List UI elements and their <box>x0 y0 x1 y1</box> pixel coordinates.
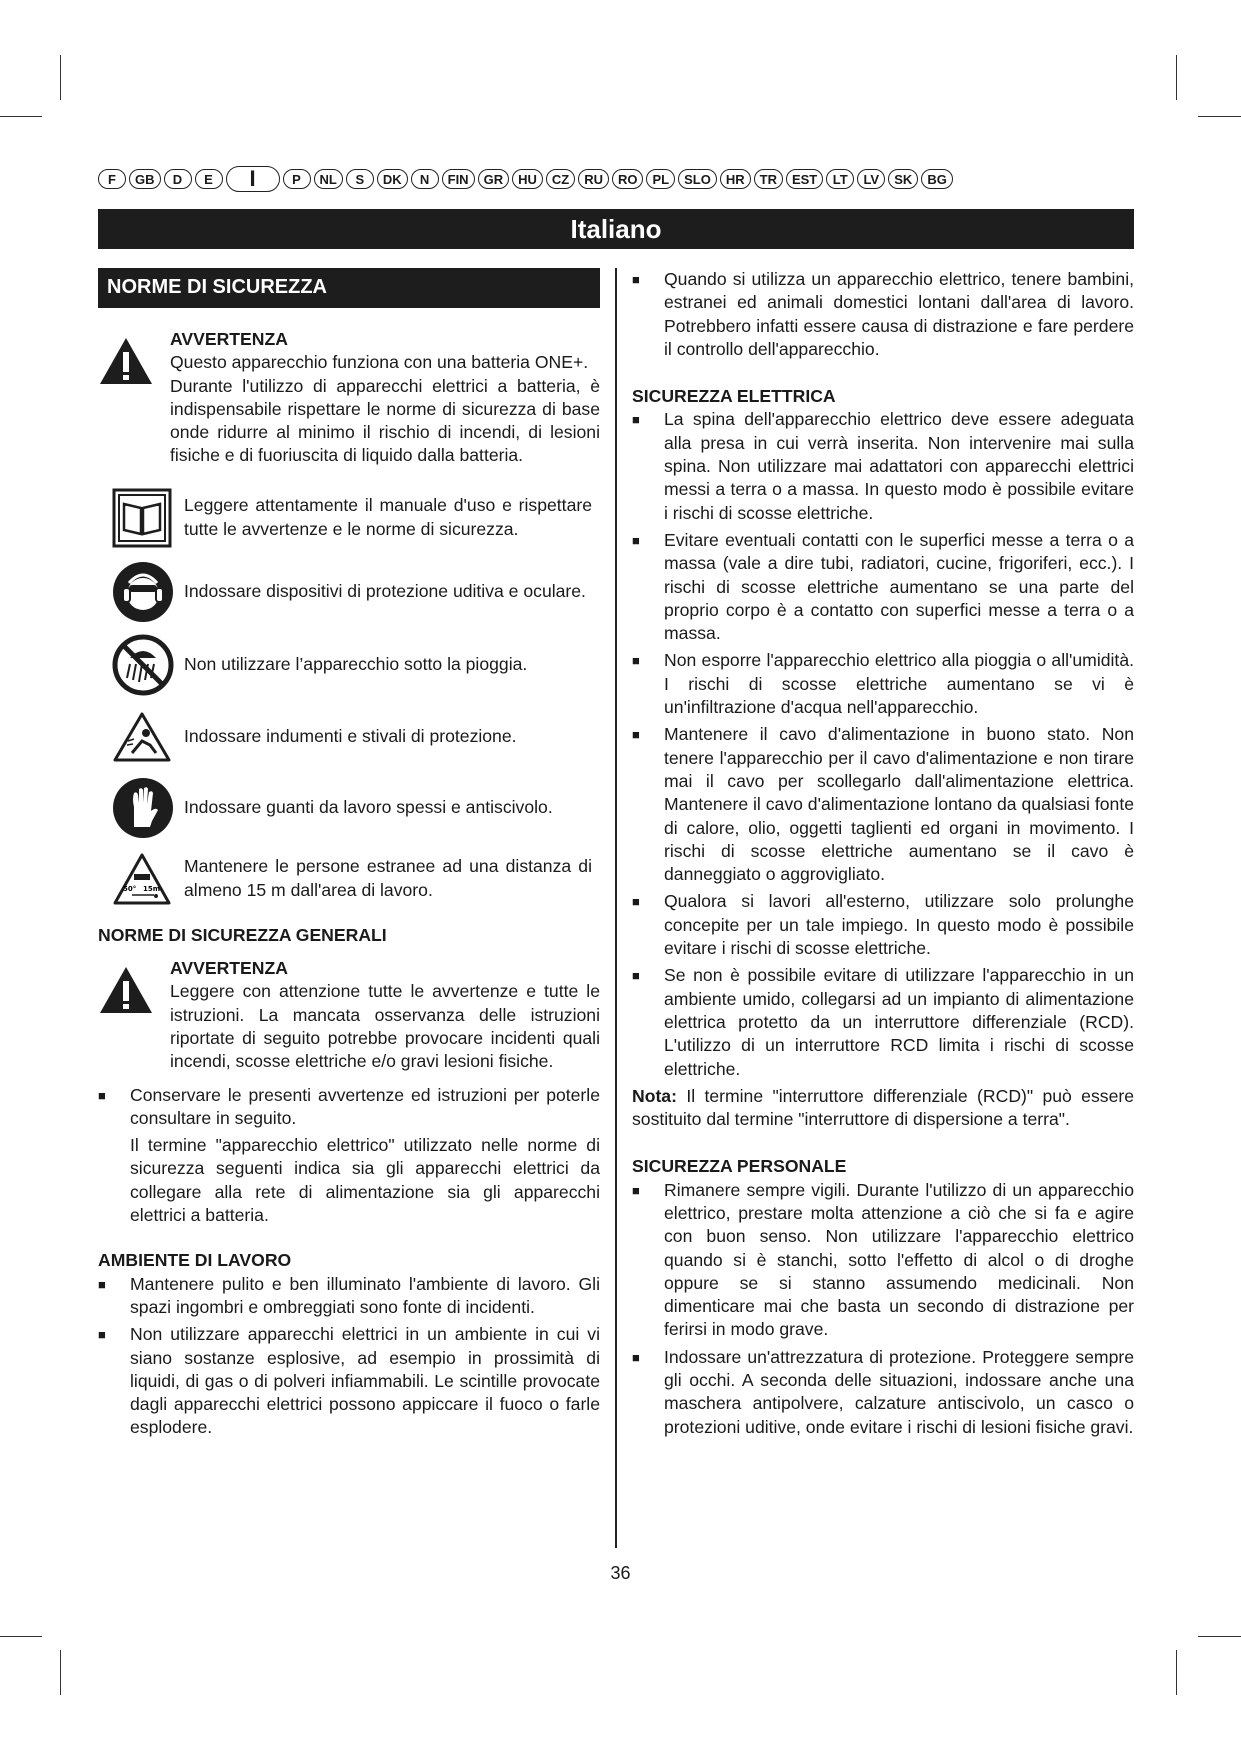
pictogram-text: Mantenere le persone estranee ad una distanza di almeno 15 m dall'area di lavoro. <box>184 856 592 900</box>
general-safety-heading: NORME DI SICUREZZA GENERALI <box>98 924 387 945</box>
work-area-list <box>98 1273 600 1440</box>
pictogram-list <box>98 484 600 910</box>
pictogram-row <box>98 560 600 624</box>
pictogram-text: Leggere attentamente il manuale d'uso e rispettare tutte le avvertenze e le norme di sicurezza. <box>184 495 592 539</box>
read-manual-icon <box>98 488 184 548</box>
language-tab-lv: LV <box>857 169 885 189</box>
language-bar <box>98 168 1144 190</box>
warning-text: Leggere con attenzione tutte le avvertenze e tutte le istruzioni. La mancata osservanza delle istruzioni riportate di seguito potrebbe provocare incidenti quali incendi, scosse elettriche e/o gravi lesioni fisiche. <box>170 981 600 1072</box>
note <box>632 1085 1134 1132</box>
top-list <box>632 268 1134 361</box>
language-tab-ro: RO <box>612 169 644 189</box>
language-tab-hu: HU <box>512 169 543 189</box>
ear-eye-protection-icon <box>98 561 184 623</box>
list-item: ■ Se non è possibile evitare di utilizzare l'apparecchio in un ambiente umido, collegarsi ad un impianto di alimentazione elettrica protetto da un interruttore differenziale (RCD). L'utilizzo di un interruttore RCD limita i rischi di scosse elettriche. <box>632 964 1134 1080</box>
list-item: ■ Non utilizzare apparecchi elettrici in un ambiente in cui vi siano sostanze esplosive, ad esempio in prossimità di liquidi, di gas o di polveri infiammabili. Le scintille provocate dagli apparecchi elettrici possono appiccare il fuoco o farle esplodere. <box>98 1323 600 1439</box>
list-item: ■ La spina dell'apparecchio elettrico deve essere adeguata alla presa in cui verrà inserita. Non intervenire mai sulla spina. Non utilizzare mai adattatori con apparecchi elettrici messi a terra o a massa. In questo modo è possibile evitare i rischi di scosse elettriche. <box>632 408 1134 524</box>
note-label: Nota: <box>632 1085 677 1106</box>
electrical-safety-heading: SICUREZZA ELETTRICA <box>632 386 836 407</box>
pictogram-row <box>98 776 600 840</box>
language-tab-i: I <box>226 166 280 192</box>
warning-block <box>98 328 600 468</box>
language-tab-slo: SLO <box>678 169 717 189</box>
column-divider <box>615 268 617 1548</box>
paragraph: Il termine "apparecchio elettrico" utilizzato nelle norme di sicurezza seguenti indica sia gli apparecchi elettrici da collegare alla rete di alimentazione sia gli apparecchi elettrici a batteria. <box>130 1135 600 1226</box>
warning-text: Durante l'utilizzo di apparecchi elettrici a batteria, è indispensabile rispettare le norme di sicurezza di base onde ridurre al minimo il rischio di incendi, di lesioni fisiche e di fuoriuscita di liquido dalla batteria. <box>170 375 600 466</box>
language-tab-fin: FIN <box>442 169 475 189</box>
language-tab-gb: GB <box>129 169 161 189</box>
language-tab-dk: DK <box>377 169 408 189</box>
crop-mark <box>1176 55 1177 100</box>
language-tab-cz: CZ <box>546 169 575 189</box>
list-item: ■ Non esporre l'apparecchio elettrico alla pioggia o all'umidità. I rischi di scosse elettriche aumentano se vi è un'infiltrazione d'acqua nell'apparecchio. <box>632 649 1134 719</box>
distance-meter-label: 15m <box>143 884 161 893</box>
pictogram-row <box>98 484 600 552</box>
list-item: ■ Rimanere sempre vigili. Durante l'utilizzo di un apparecchio elettrico, prestare molta attenzione a ciò che si fa e agire con buon senso. Non utilizzare l'apparecchio elettrico quando si è stanchi, sotto l'effetto di alcol o di droghe oppure se si stanno assumendo medicinali. Non dimenticare mai che basta un secondo di distrazione per ferirsi in modo grave. <box>632 1179 1134 1342</box>
language-tab-nl: NL <box>314 169 343 189</box>
list-item: ■ Indossare un'attrezzatura di protezione. Proteggere sempre gli occhi. A seconda delle situazioni, indossare anche una maschera antipolvere, calzature antiscivolo, un casco o protezioni uditive, onde evitare i rischi di lesioni fisiche gravi. <box>632 1346 1134 1439</box>
crop-mark <box>0 116 42 117</box>
language-title-text: Italiano <box>570 213 662 244</box>
language-title <box>98 209 1134 249</box>
list-item: ■ Qualora si lavori all'esterno, utilizzare solo prolunghe concepite per un tale impiego. In questo modo è possibile evitare i rischi di scosse elettriche. <box>632 890 1134 960</box>
note-text: Il termine "interruttore differenziale (RCD)" può essere sostituito dal termine "interruttore di dispersione a terra". <box>632 1085 1134 1130</box>
pictogram-text: Indossare dispositivi di protezione uditiva e oculare. <box>184 581 586 602</box>
list-item: ■ Mantenere pulito e ben illuminato l'ambiente di lavoro. Gli spazi ingombri e ombreggiati sono fonte di incidenti. <box>98 1273 600 1320</box>
personal-safety-heading: SICUREZZA PERSONALE <box>632 1156 847 1177</box>
language-tab-lt: LT <box>826 169 854 189</box>
list-item: ■ Mantenere il cavo d'alimentazione in buono stato. Non tenere l'apparecchio per il cavo d'alimentazione e non tirare mai il cavo per scollegarlo dall'alimentazione elettrica. Mantenere il cavo d'alimentazione lontano da qualsiasi fonte di calore, olio, oggetti taglienti ed organi in movimento. I rischi di scosse elettriche aumentano se il cavo è danneggiato o aggrovigliato. <box>632 723 1134 886</box>
language-tab-f: F <box>98 169 126 189</box>
language-tab-bg: BG <box>921 169 953 189</box>
distance-angle-label: 50° <box>123 884 137 893</box>
crop-mark <box>1198 1636 1241 1637</box>
language-tab-p: P <box>283 169 311 189</box>
language-tab-est: EST <box>786 169 823 189</box>
section-title-text: NORME DI SICUREZZA <box>107 276 327 299</box>
protective-clothing-icon <box>98 711 184 763</box>
general-list <box>98 1084 600 1131</box>
language-tab-n: N <box>411 169 439 189</box>
warning-triangle-icon <box>98 328 170 468</box>
language-tab-e: E <box>195 169 223 189</box>
gloves-icon <box>98 777 184 839</box>
language-tab-d: D <box>164 169 192 189</box>
language-tab-s: S <box>346 169 374 189</box>
language-tab-hr: HR <box>720 169 751 189</box>
pictogram-row <box>98 706 600 768</box>
no-rain-icon <box>98 634 184 696</box>
list-item: ■ Conservare le presenti avvertenze ed istruzioni per poterle consultare in seguito. <box>98 1084 600 1131</box>
language-tab-ru: RU <box>578 169 609 189</box>
warning-heading: AVVERTENZA <box>170 958 288 979</box>
language-tab-gr: GR <box>478 169 510 189</box>
work-area-heading: AMBIENTE DI LAVORO <box>98 1250 292 1271</box>
warning-triangle-icon <box>98 957 170 1073</box>
right-column <box>632 268 1134 1443</box>
crop-mark <box>1198 116 1241 117</box>
crop-mark <box>1176 1650 1177 1695</box>
personal-list <box>632 1179 1134 1439</box>
pictogram-text: Indossare indumenti e stivali di protezione. <box>184 726 517 747</box>
warning-text: Questo apparecchio funziona con una batteria ONE+. <box>170 352 589 373</box>
section-title <box>98 268 600 308</box>
language-tab-sk: SK <box>888 169 918 189</box>
page-number: 36 <box>610 1563 631 1583</box>
left-column <box>98 268 600 1444</box>
keep-distance-icon <box>98 852 184 906</box>
warning-heading: AVVERTENZA <box>170 329 288 349</box>
language-tab-pl: PL <box>646 169 675 189</box>
list-item: ■ Evitare eventuali contatti con le superfici messe a terra o a massa (vale a dire tubi, radiatori, cucine, frigoriferi, ecc.). I rischi di scosse elettriche aumentano se una parte del proprio corpo è a contatto con superfici messe a terra o a massa. <box>632 529 1134 645</box>
crop-mark <box>0 1636 42 1637</box>
electrical-list <box>632 408 1134 1080</box>
list-item: ■ Quando si utilizza un apparecchio elettrico, tenere bambini, estranei ed animali domestici lontani dall'area di lavoro. Potrebbero infatti essere causa di distrazione e fare perdere il controllo dell'apparecchio. <box>632 268 1134 361</box>
pictogram-row <box>98 848 600 910</box>
crop-mark <box>60 55 61 100</box>
warning-block <box>98 957 600 1073</box>
crop-mark <box>60 1650 61 1695</box>
pictogram-text: Indossare guanti da lavoro spessi e antiscivolo. <box>184 797 553 818</box>
pictogram-row <box>98 632 600 698</box>
language-tab-tr: TR <box>754 169 783 189</box>
pictogram-text: Non utilizzare l’apparecchio sotto la pioggia. <box>184 654 528 675</box>
